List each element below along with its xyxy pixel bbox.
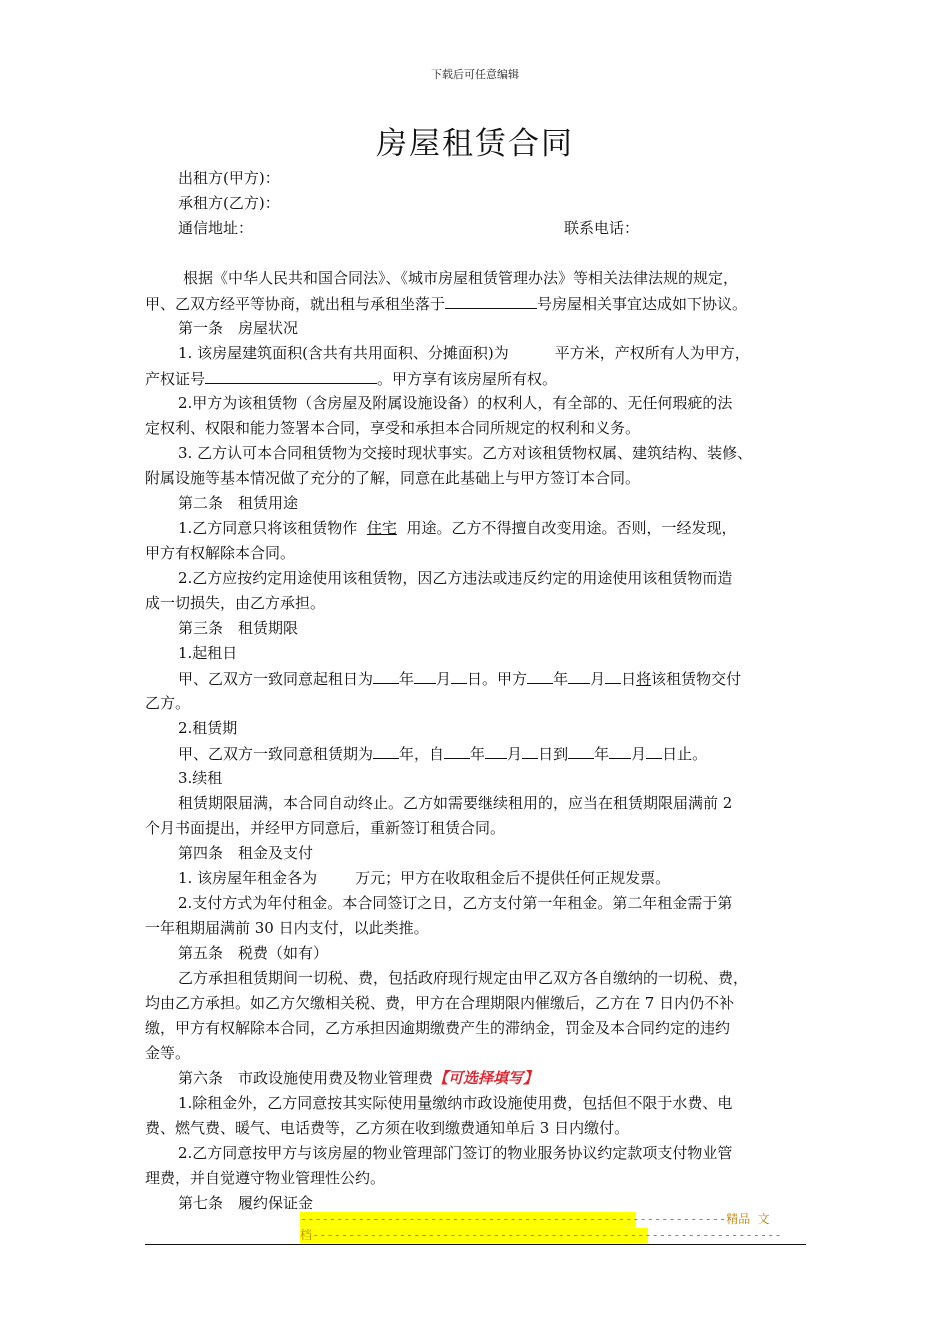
text: 1. 该房屋建筑面积(含共有共用面积、分摊面积)为 [178,344,509,362]
article-1-p2-line-2: 定权利、权限和能力签署本合同，享受和承担本合同所规定的权利和义务。 [145,419,641,437]
text: 月 [590,670,606,688]
article-6-p1-line-2: 费、燃气费、暖气、电话费等，乙方须在收到缴费通知单后 3 日内缴付。 [145,1119,630,1137]
article-6-p1-line-1: 1.除租金外，乙方同意按其实际使用量缴纳市政设施使用费，包括但不限于水费、电 [178,1094,733,1112]
text: 甲、乙双方一致同意起租日为 [178,670,374,688]
text: 1.乙方同意只将该租赁物作 [178,519,358,537]
text: 年 [553,670,569,688]
text: 月 [631,745,647,763]
article-1-p3-line-2: 附属设施等基本情况做了充分的了解，同意在此基础上与甲方签订本合同。 [145,469,641,487]
text: 年 [399,670,415,688]
start-date-line-2: 乙方。 [145,694,191,712]
renewal-line-2: 个月书面提出，并经甲方同意后，重新签订租赁合同。 [145,819,506,837]
lease-term-line [178,743,707,764]
text: 日。甲方 [467,670,528,688]
text: 日 [621,670,637,688]
day-blank[interactable] [605,668,621,684]
article-5-line-3: 缴，甲方有权解除本合同，乙方承担因逾期缴费产生的滞纳金，罚金及本合同约定的违约 [145,1019,731,1037]
article-5-line-1: 乙方承担租赁期间一切税、费，包括政府现行规定由甲乙双方各自缴纳的一切税、费， [178,969,749,987]
intro-text: 甲、乙双方经平等协商，就出租与承租坐落于 [145,295,446,313]
lessor-label: 出租方(甲方)： [178,169,280,187]
text: 1. 该房屋年租金各为 [178,869,318,887]
text: 。甲方享有该房屋所有权。 [377,370,558,388]
text: 将 [636,670,652,688]
lease-term-heading: 2.租赁期 [178,719,238,737]
renewal-heading: 3.续租 [178,769,223,787]
location-blank[interactable] [445,293,537,309]
article-1-p2-line-1: 2.甲方为该租赁物（含房屋及附属设施设备）的权利人，有全部的、无任何瑕疵的法 [178,394,733,412]
bottom-rule [145,1244,806,1245]
article-3-heading: 第三条 租赁期限 [178,619,299,637]
month-blank[interactable] [609,743,631,759]
intro-text: 号房屋相关事宜达成如下协议。 [537,295,748,313]
phone-label: 联系电话： [564,219,640,237]
footer-watermark-line-2: 档----------------------------------------------------------------- [300,1228,782,1242]
month-blank[interactable] [485,743,507,759]
article-4-p2-line-2: 一年租期届满前 30 日内支付，以此类推。 [145,919,429,937]
article-4-p1 [178,868,670,888]
document-title: 房屋租赁合同 [376,126,574,162]
footer-watermark-line-1: -----------------------------------------------------------精品 文 [300,1212,770,1226]
article-6-heading [178,1068,538,1088]
article-1-p3-line-1: 3. 乙方认可本合同租赁物为交接时现状事实。乙方对该租赁物权属、建筑结构、装修、 [178,444,753,462]
year-blank[interactable] [373,668,399,684]
article-2-heading: 第二条 租赁用途 [178,494,299,512]
text: 年 [470,745,486,763]
text: 该租赁物交付 [651,670,742,688]
year-blank[interactable] [444,743,470,759]
article-1-p1-line-1 [178,343,750,363]
years-blank[interactable] [373,743,399,759]
text: 用途。乙方不得擅自改变用途。否则，一经发现， [406,519,737,537]
article-6-p2-line-2: 理费，并自觉遵守物业管理性公约。 [145,1169,386,1187]
text: 第六条 市政设施使用费及物业管理费 [178,1069,434,1087]
article-4-p2-line-1: 2.支付方式为年付租金。本合同签订之日，乙方支付第一年租金。第二年租金需于第 [178,894,733,912]
text: 年 [594,745,610,763]
article-5-line-2: 均由乙方承担。如乙方欠缴相关税、费，甲方在合理期限内催缴后，乙方在 7 日内仍不补 [145,994,735,1012]
optional-note: 【可选择填写】 [433,1069,539,1087]
article-2-p2-line-2: 成一切损失，由乙方承担。 [145,594,326,612]
article-7-heading: 第七条 履约保证金 [178,1194,314,1212]
text: 平方米，产权所有人为甲方， [554,344,750,362]
text: 产权证号 [145,370,206,388]
article-5-line-4: 金等。 [145,1044,191,1062]
use-value[interactable]: 住宅 [366,519,397,537]
article-4-heading: 第四条 租金及支付 [178,844,314,862]
text: 万元；甲方在收取租金后不提供任何正规发票。 [355,869,671,887]
lessee-label: 承租方(乙方)： [178,194,280,212]
day-blank[interactable] [522,743,538,759]
article-2-p1-line-2: 甲方有权解除本合同。 [145,544,296,562]
text: 月 [436,670,452,688]
day-blank[interactable] [646,743,662,759]
renewal-line-1: 租赁期限届满，本合同自动终止。乙方如需要继续租用的，应当在租赁期限届满前 2 [178,794,733,812]
text: 月 [507,745,523,763]
text: 日止。 [662,745,708,763]
text: 年，自 [399,745,445,763]
certificate-blank[interactable] [205,368,377,384]
year-blank[interactable] [527,668,553,684]
article-2-p2-line-1: 2.乙方应按约定用途使用该租赁物，因乙方违法或违反约定的用途使用该租赁物而造 [178,569,733,587]
article-1-heading: 第一条 房屋状况 [178,319,299,337]
intro-line-2 [145,293,747,314]
month-blank[interactable] [414,668,436,684]
article-2-p1-line-1 [178,518,736,538]
month-blank[interactable] [568,668,590,684]
start-date-heading: 1.起租日 [178,644,238,662]
start-date-line [178,668,741,689]
address-label: 通信地址： [178,219,254,237]
article-1-p1-line-2 [145,368,557,389]
text: 日到 [538,745,569,763]
header-note: 下载后可任意编辑 [431,68,519,81]
article-6-p2-line-1: 2.乙方同意按甲方与该房屋的物业管理部门签订的物业服务协议约定款项支付物业管 [178,1144,733,1162]
text: 甲、乙双方一致同意租赁期为 [178,745,374,763]
intro-line-1: 根据《中华人民共和国合同法》、《城市房屋租赁管理办法》等相关法律法规的规定， [183,269,739,287]
year-blank[interactable] [568,743,594,759]
day-blank[interactable] [451,668,467,684]
article-5-heading: 第五条 税费（如有） [178,944,329,962]
